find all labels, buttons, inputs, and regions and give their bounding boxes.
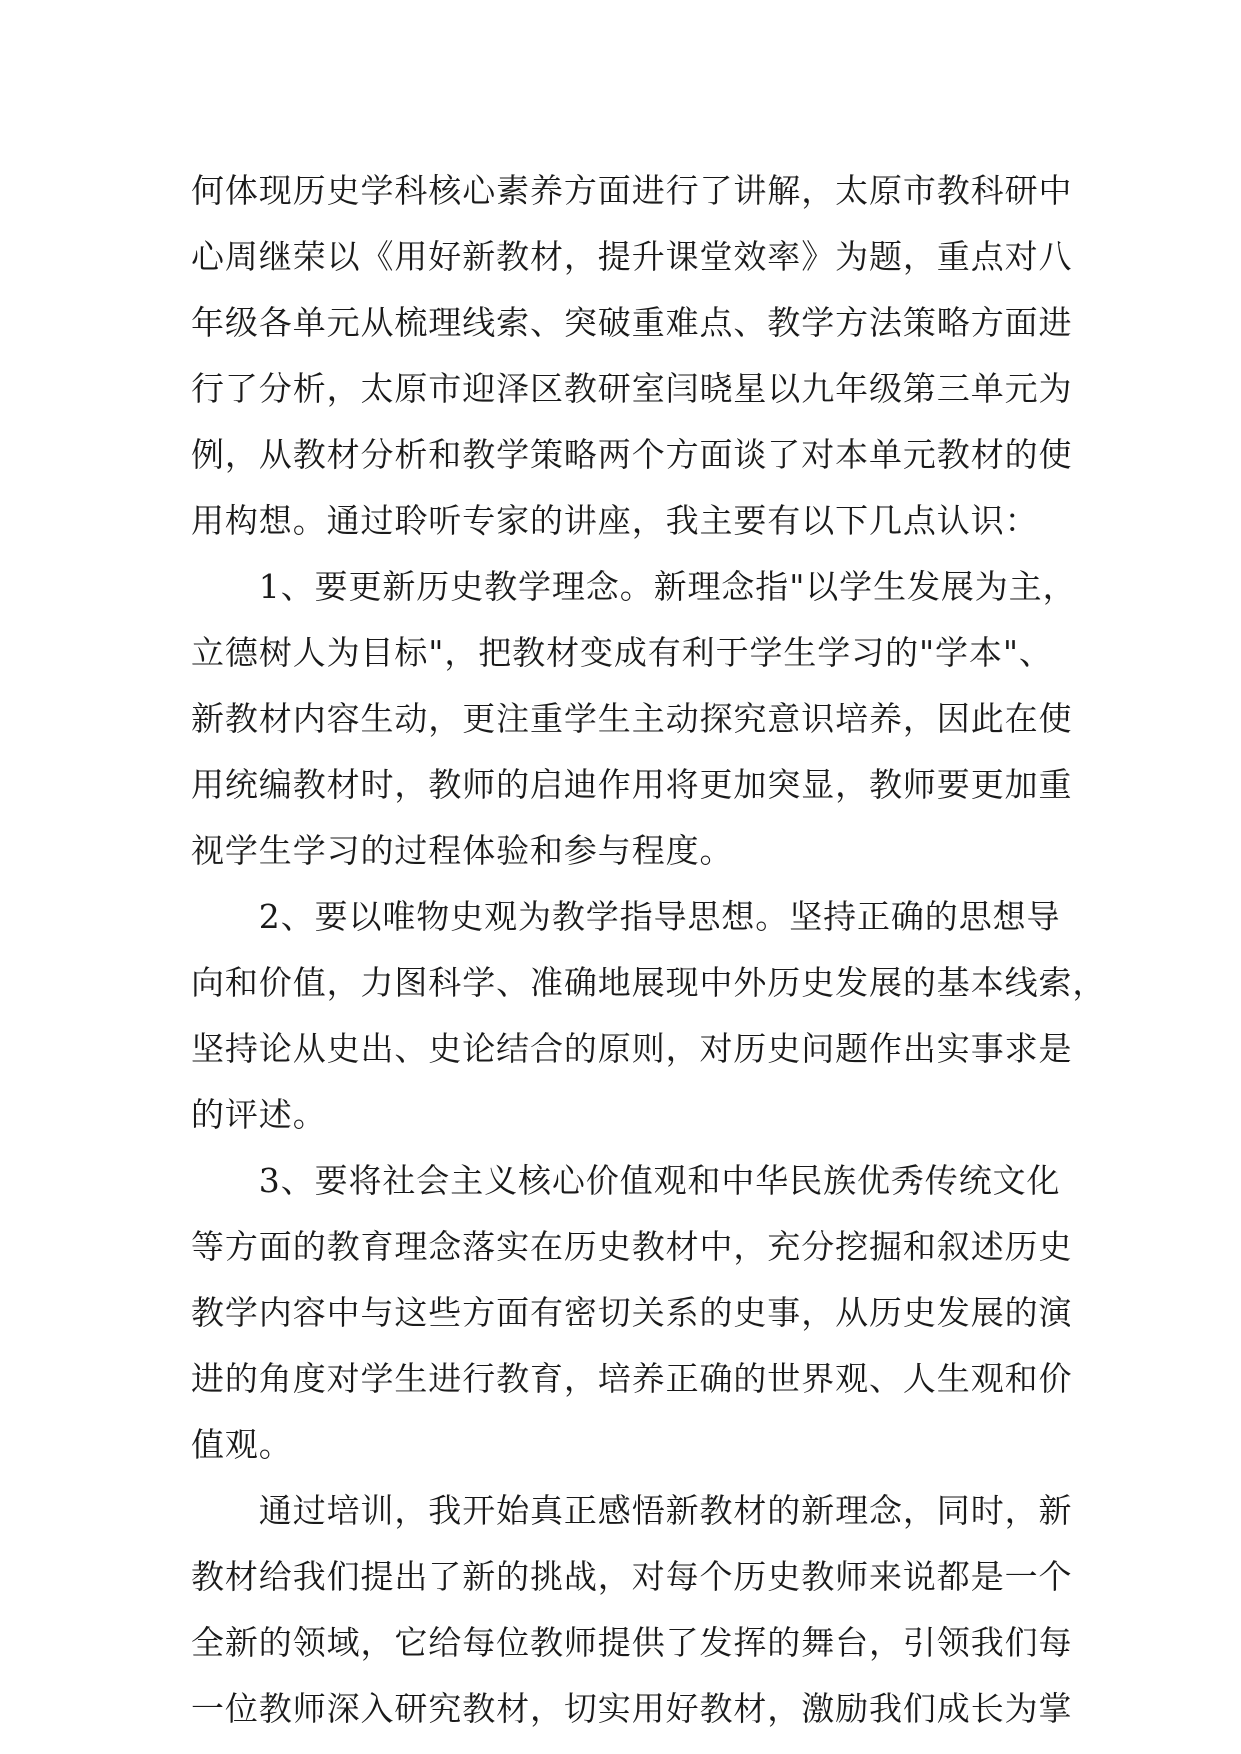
text-line: 等方面的教育理念落实在历史教材中，充分挖掘和叙述历史 [191, 1227, 1073, 1266]
text-line: 全新的领域，它给每位教师提供了发挥的舞台，引领我们每 [191, 1623, 1073, 1662]
text-line: 2、要以唯物史观为教学指导思想。坚持正确的思想导 [191, 897, 1061, 936]
text-line: 3、要将社会主义核心价值观和中华民族优秀传统文化 [191, 1161, 1061, 1200]
text-line: 立德树人为目标"，把教材变成有利于学生学习的"学本"、 [191, 633, 1053, 672]
text-line: 一位教师深入研究教材，切实用好教材，激励我们成长为掌 [191, 1689, 1073, 1728]
body-text [191, 158, 1107, 1742]
text-line: 的评述。 [191, 1095, 327, 1134]
text-line: 进的角度对学生进行教育，培养正确的世界观、人生观和价 [191, 1359, 1073, 1398]
text-line: 向和价值，力图科学、准确地展现中外历史发展的基本线索， [191, 963, 1107, 1002]
text-line: 坚持论从史出、史论结合的原则，对历史问题作出实事求是 [191, 1029, 1073, 1068]
text-line: 何体现历史学科核心素养方面进行了讲解，太原市教科研中 [191, 171, 1073, 210]
text-line: 行了分析，太原市迎泽区教研室闫晓星以九年级第三单元为 [191, 369, 1073, 408]
text-line: 用构想。通过聆听专家的讲座，我主要有以下几点认识： [191, 501, 1039, 540]
text-line: 年级各单元从梳理线索、突破重难点、教学方法策略方面进 [191, 303, 1073, 342]
text-line: 教材给我们提出了新的挑战，对每个历史教师来说都是一个 [191, 1557, 1073, 1596]
text-line: 心周继荣以《用好新教材，提升课堂效率》为题，重点对八 [191, 237, 1073, 276]
text-line: 例，从教材分析和教学策略两个方面谈了对本单元教材的使 [191, 435, 1073, 474]
text-line: 新教材内容生动，更注重学生主动探究意识培养，因此在使 [191, 699, 1073, 738]
text-line: 通过培训，我开始真正感悟新教材的新理念，同时，新 [191, 1491, 1073, 1530]
text-line: 值观。 [191, 1425, 293, 1464]
text-line: 视学生学习的过程体验和参与程度。 [191, 831, 734, 870]
text-line: 用统编教材时，教师的启迪作用将更加突显，教师要更加重 [191, 765, 1073, 804]
text-line: 教学内容中与这些方面有密切关系的史事，从历史发展的演 [191, 1293, 1073, 1332]
text-line: 1、要更新历史教学理念。新理念指"以学生发展为主， [191, 567, 1077, 606]
